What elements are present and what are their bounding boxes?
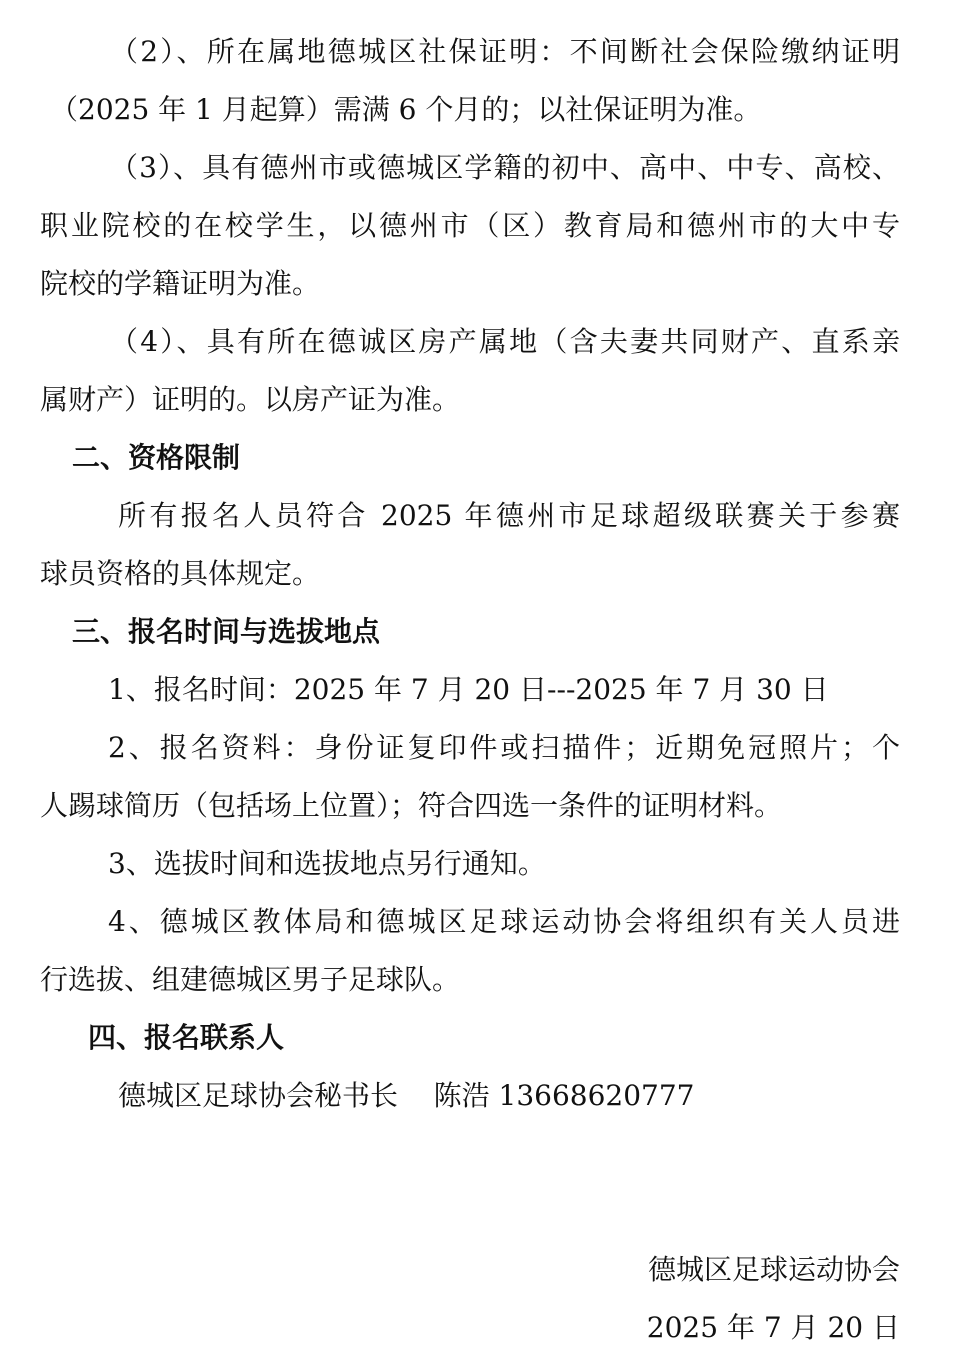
section4-contact: 德城区足球协会秘书长 陈浩 13668620777 bbox=[118, 1079, 695, 1112]
section3-item2-line1: 2、报名资料：身份证复印件或扫描件；近期免冠照片；个 bbox=[108, 731, 900, 764]
signature-org: 德城区足球运动协会 bbox=[647, 1253, 900, 1286]
para4-line1: （4）、具有所在德诚区房产属地（含夫妻共同财产、直系亲 bbox=[110, 325, 900, 358]
para4-line2: 属财产）证明的。以房产证为准。 bbox=[40, 383, 461, 416]
section3-item3: 3、选拔时间和选拔地点另行通知。 bbox=[108, 847, 546, 880]
para3-line2: 职业院校的在校学生，以德州市（区）教育局和德州市的大中专 bbox=[40, 209, 900, 242]
section3-item1: 1、报名时间：2025 年 7 月 20 日---2025 年 7 月 30 日 bbox=[108, 673, 829, 706]
section3-heading: 三、报名时间与选拔地点 bbox=[72, 615, 381, 648]
signature-date: 2025 年 7 月 20 日 bbox=[646, 1311, 900, 1344]
section2-line1: 所有报名人员符合 2025 年德州市足球超级联赛关于参赛 bbox=[118, 499, 900, 532]
para3-line1: （3）、具有德州市或德城区学籍的初中、高中、中专、高校、 bbox=[110, 151, 900, 184]
section3-item2-line2: 人踢球简历（包括场上位置）；符合四选一条件的证明材料。 bbox=[40, 789, 783, 822]
para3-line3: 院校的学籍证明为准。 bbox=[40, 267, 321, 300]
section3-item4-line1: 4、德城区教体局和德城区足球运动协会将组织有关人员进 bbox=[108, 905, 900, 938]
section3-item4-line2: 行选拔、组建德城区男子足球队。 bbox=[40, 963, 461, 996]
section4-heading: 四、报名联系人 bbox=[88, 1021, 285, 1054]
section2-heading: 二、资格限制 bbox=[72, 441, 241, 474]
para2-line2: （2025 年 1 月起算）需满 6 个月的；以社保证明为准。 bbox=[50, 93, 762, 126]
section2-line2: 球员资格的具体规定。 bbox=[40, 557, 321, 590]
para2-line1: （2）、所在属地德城区社保证明：不间断社会保险缴纳证明 bbox=[110, 35, 900, 68]
